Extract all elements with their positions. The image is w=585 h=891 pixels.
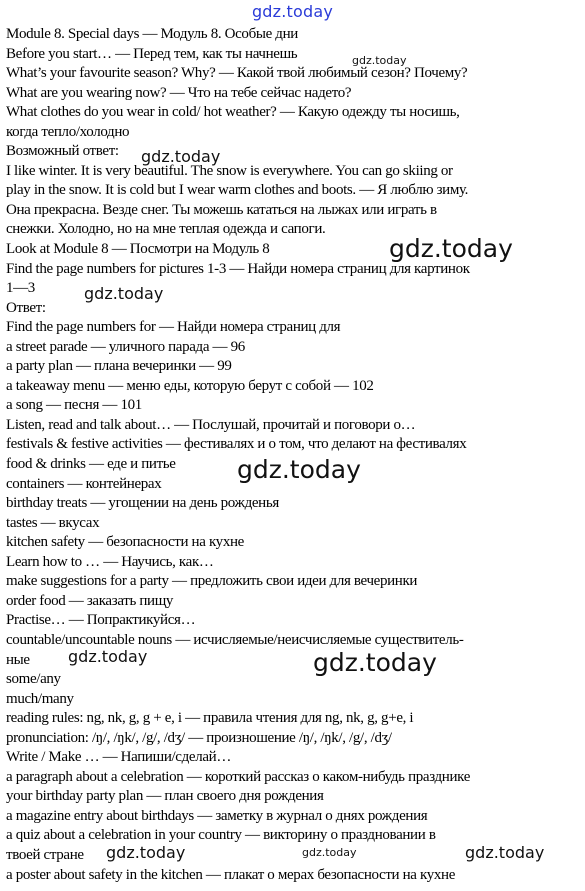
text-line: much/many bbox=[6, 690, 74, 707]
watermark: gdz.today bbox=[302, 846, 357, 859]
watermark: gdz.today bbox=[389, 234, 513, 263]
text-line: festivals & festive activities — фестивалях и о том, что делают на фестивалях bbox=[6, 436, 467, 453]
text-line: Find the page numbers for — Найди номера страниц для bbox=[6, 319, 341, 336]
module-title: Module 8. Special days — Модуль 8. Особые дни bbox=[6, 26, 298, 42]
text-line: ные bbox=[6, 651, 30, 668]
text-line: I like winter. It is very beautiful. The snow is everywhere. You can go skiing or bbox=[6, 162, 453, 179]
watermark: gdz.today bbox=[352, 54, 407, 67]
text-line: a quiz about a celebration in your country — викторину о праздновании в bbox=[6, 827, 436, 844]
text-line: containers — контейнерах bbox=[6, 475, 162, 492]
text-line: reading rules: ng, nk, g, g + e, i — правила чтения для ng, nk, g, g+e, i bbox=[6, 710, 414, 727]
text-line: make suggestions for a party — предложить свои идеи для вечеринки bbox=[6, 573, 418, 590]
text-line: твоей стране bbox=[6, 846, 84, 863]
text-line: снежки. Холодно, но на мне теплая одежда и сапоги. bbox=[6, 221, 326, 238]
watermark: gdz.today bbox=[237, 455, 361, 484]
text-line: a poster about safety in the kitchen — плакат о мерах безопасности на кухне bbox=[6, 866, 456, 883]
text-line: tastes — вкусах bbox=[6, 514, 100, 531]
text-line: a takeaway menu — меню еды, которую берут с собой — 102 bbox=[6, 377, 374, 394]
text-line: a party plan — плана вечеринки — 99 bbox=[6, 358, 232, 375]
text-line: countable/uncountable nouns — исчисляемые/неисчисляемые существитель- bbox=[6, 631, 464, 648]
text-line: pronunciation: /ŋ/, /ŋk/, /g/, /dʒ/ — произношение /ŋ/, /ŋk/, /g/, /dʒ/ bbox=[6, 729, 392, 746]
site-header-watermark: gdz.today bbox=[251, 2, 334, 21]
text-line: a song — песня — 101 bbox=[6, 397, 142, 414]
text-line: Find the page numbers for pictures 1-3 — Найди номера страниц для картинок bbox=[6, 260, 470, 277]
text-line: Practise… — Попрактикуйся… bbox=[6, 612, 196, 629]
text-line: birthday treats — угощении на день рожденья bbox=[6, 495, 279, 512]
text-line: some/any bbox=[6, 671, 61, 688]
text-line: What are you wearing now? — Что на тебе сейчас надето? bbox=[6, 84, 352, 101]
text-line: когда тепло/холодно bbox=[6, 123, 130, 140]
watermark: gdz.today bbox=[465, 843, 545, 862]
text-line: Learn how to … — Научись, как… bbox=[6, 553, 214, 570]
text-line: a magazine entry about birthdays — заметку в журнал о днях рождения bbox=[6, 807, 428, 824]
text-line: 1—3 bbox=[6, 280, 35, 297]
text-line: order food — заказать пищу bbox=[6, 592, 174, 609]
text-line: What clothes do you wear in cold/ hot weather? — Какую одежду ты носишь, bbox=[6, 104, 460, 121]
text-line: a paragraph about a celebration — короткий рассказ о каком-нибудь празднике bbox=[6, 768, 471, 785]
text-line: food & drinks — еде и питье bbox=[6, 456, 176, 473]
text-line: Write / Make … — Напиши/сделай… bbox=[6, 749, 231, 766]
text-line: kitchen safety — безопасности на кухне bbox=[6, 534, 244, 551]
text-line: Она прекрасна. Везде снег. Ты можешь кататься на лыжах или играть в bbox=[6, 201, 437, 218]
answer-heading: Возможный ответ: bbox=[6, 143, 119, 160]
text-line: play in the snow. It is cold but I wear warm clothes and boots. — Я люблю зиму. bbox=[6, 182, 469, 199]
text-line: Before you start… — Перед тем, как ты начнешь bbox=[6, 45, 298, 62]
text-line: Listen, read and talk about… — Послушай, прочитай и поговори о… bbox=[6, 416, 416, 433]
text-line: Look at Module 8 — Посмотри на Модуль 8 bbox=[6, 241, 270, 258]
text-line: a street parade — уличного парада — 96 bbox=[6, 338, 245, 355]
watermark: gdz.today bbox=[141, 147, 221, 166]
answer-heading: Ответ: bbox=[6, 299, 46, 316]
text-line: What’s your favourite season? Why? — Какой твой любимый сезон? Почему? bbox=[6, 65, 468, 82]
text-line: your birthday party plan — план своего дня рождения bbox=[6, 788, 324, 805]
watermark: gdz.today bbox=[313, 648, 437, 677]
watermark: gdz.today bbox=[84, 284, 164, 303]
watermark: gdz.today bbox=[68, 647, 148, 666]
watermark: gdz.today bbox=[106, 843, 186, 862]
